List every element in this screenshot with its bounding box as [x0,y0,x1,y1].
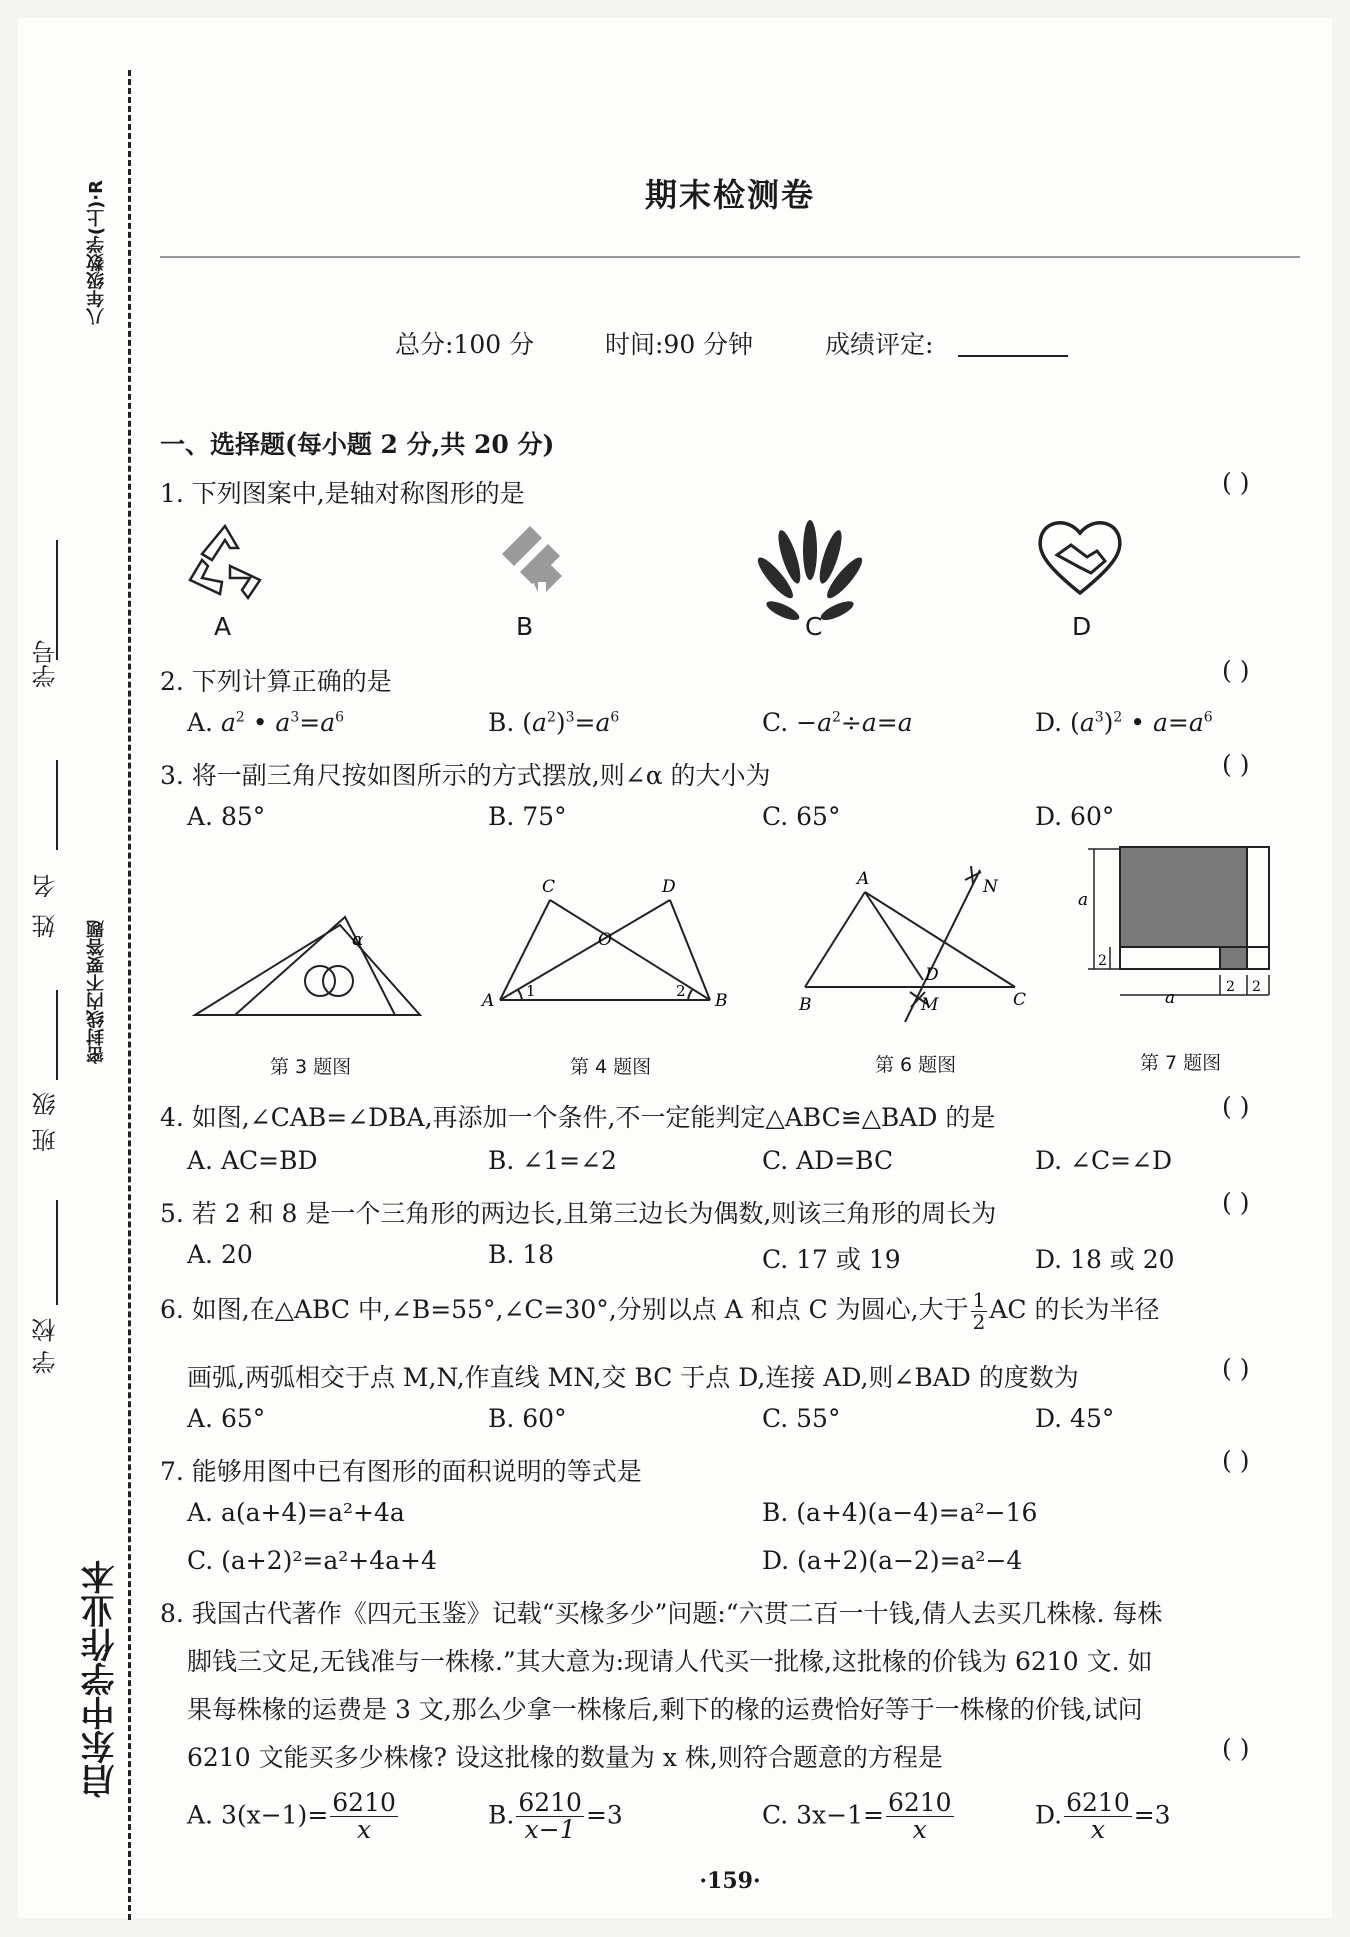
q4-option-b: B. ∠1=∠2 [488,1146,617,1175]
q1-label-a: A [214,612,232,641]
fan-logo-icon [760,518,860,593]
q4-stem: 4. 如图,∠CAB=∠DBA,再添加一个条件,不一定能判定△ABC≌△BAD 的是 [160,1103,996,1132]
q3-option-d: D. 60° [1035,802,1115,831]
f6-label-a: A [857,869,870,889]
f4-label-b: B [715,991,728,1011]
q6-option-a: A. 65° [187,1404,266,1433]
recycle-icon [180,520,270,600]
f4-label-o: O [598,930,612,950]
q5-option-d: D. 18 或 20 [1035,1245,1175,1274]
name-blank[interactable] [56,760,58,850]
q8-d-fraction [1064,1790,1132,1844]
q3-option-a: A. 85° [187,802,266,831]
q8-c-num: 6210 [887,1788,952,1817]
figure-4-triangles [480,870,740,1010]
q8-a-fraction [330,1790,398,1844]
q7-option-d: D. (a+2)(a−2)=a²−4 [762,1546,1023,1575]
q4-option-d: D. ∠C=∠D [1035,1146,1173,1175]
heart-handshake-icon [1035,515,1125,595]
student-no-blank[interactable] [56,540,58,660]
q8-d-num: 6210 [1066,1788,1130,1817]
q3-stem: 3. 将一副三角尺按如图所示的方式摆放,则∠α 的大小为 [160,761,771,790]
publisher-name: 启东中学作业本 [81,1560,121,1798]
figure-3-set-squares [190,895,440,1030]
q2-answer-paren[interactable]: ( ) [1222,656,1250,685]
q6-option-d: D. 45° [1035,1404,1115,1433]
figure-3-caption: 第 3 题图 [270,1056,352,1078]
f7-label-2-b1: 2 [1226,979,1235,995]
q4-answer-paren[interactable]: ( ) [1222,1092,1250,1121]
f6-label-m: M [921,995,939,1015]
page-number: ·159· [699,1868,761,1894]
grade-blank[interactable] [958,355,1068,357]
q1-label-c: C [805,612,823,641]
f7-label-2-left: 2 [1098,953,1107,969]
class-blank[interactable] [56,990,58,1080]
f4-angle-1: 1 [526,982,536,1000]
q8-d-prefix: D. [1035,1800,1063,1830]
exam-time: 时间:90 分钟 [605,330,754,359]
q2-option-a: A. $a^2$ • $a^3=a^6$ [187,708,345,737]
name-label: 姓名 [32,858,60,938]
q4-option-c: C. AD=BC [762,1146,894,1175]
q8-answer-paren[interactable]: ( ) [1222,1734,1250,1763]
q8-b-prefix: B. [488,1800,515,1830]
q8-line-1: 8. 我国古代著作《四元玉鉴》记载“买椽多少”问题:“六贯二百一十钱,倩人去买几株椽. 每株 [160,1599,1163,1628]
q8-line-3: 果每株椽的运费是 3 文,那么少拿一株椽后,剩下的椽的运费恰好等于一株椽的价钱,试问 [187,1695,1143,1724]
q5-option-b: B. 18 [488,1240,555,1269]
q2-stem: 2. 下列计算正确的是 [160,667,392,696]
seal-text: 密封线内不要答题 [86,920,107,1064]
section-heading: 一、选择题(每小题 2 分,共 20 分) [160,430,555,459]
q6-fraction-half [971,1290,988,1333]
q6-option-b: B. 60° [488,1404,567,1433]
q8-d-suffix: =3 [1133,1800,1171,1830]
figure-6-construction [785,862,1045,1022]
q5-answer-paren[interactable]: ( ) [1222,1188,1250,1217]
q8-b-fraction [516,1790,584,1844]
school-label: 学校 [32,1310,60,1374]
q5-stem: 5. 若 2 和 8 是一个三角形的两边长,且第三边长为偶数,则该三角形的周长为 [160,1199,997,1228]
f4-label-c: C [542,877,556,897]
q8-a-prefix: A. 3(x−1)= [187,1800,329,1830]
q8-a-den: x [357,1815,372,1845]
f7-label-a-bottom: a [1165,988,1176,1008]
figure-4-caption: 第 4 题图 [570,1056,652,1078]
q2-option-b: B. $(a^2)^3=a^6$ [488,708,620,737]
q7-answer-paren[interactable]: ( ) [1222,1446,1250,1475]
book-info: 八年级数学(上)·R [86,180,107,326]
f6-label-c: C [1013,990,1027,1010]
q8-line-2: 脚钱三文足,无钱准与一株椽.”其大意为:现请人代买一批椽,这批椽的价钱为 6210 文. 如 [187,1647,1153,1676]
q6-stem-b: AC 的长为半径 [989,1295,1160,1324]
f6-label-b: B [799,995,812,1015]
q3-option-b: B. 75° [488,802,567,831]
q8-c-den: x [912,1815,927,1845]
q1-stem: 1. 下列图案中,是轴对称图形的是 [160,479,525,508]
f4-label-a: A [482,991,495,1011]
f6-label-n: N [983,877,998,897]
q2-option-c: C. $-a^2\div a=a$ [762,708,913,737]
q7-stem: 7. 能够用图中已有图形的面积说明的等式是 [160,1457,642,1486]
student-no-label: 学号 [32,640,60,688]
q5-option-a: A. 20 [187,1240,253,1269]
class-label: 班级 [32,1080,60,1152]
q8-c-fraction [886,1790,954,1844]
figure-7-caption: 第 7 题图 [1140,1052,1222,1074]
q1-label-d: D [1072,612,1092,641]
q8-c-prefix: C. 3x−1= [762,1800,884,1830]
q8-option-b [488,1790,623,1844]
q2-option-d: D. $(a^3)^2$ • $a=a^6$ [1035,708,1213,737]
q4-option-a: A. AC=BD [187,1146,318,1175]
q3-option-c: C. 65° [762,802,841,831]
q8-a-num: 6210 [332,1788,396,1817]
q8-d-den: x [1090,1815,1105,1845]
f4-angle-2: 2 [676,982,686,1000]
figure-6-caption: 第 6 题图 [875,1054,957,1076]
school-blank[interactable] [56,1200,58,1305]
q7-option-a: A. a(a+4)=a²+4a [187,1498,405,1527]
q8-option-c [762,1790,956,1844]
title-divider [160,256,1300,258]
grade-label: 成绩评定: [825,330,934,359]
q8-b-den: x−1 [524,1815,576,1845]
q5-option-c: C. 17 或 19 [762,1245,901,1274]
q6-stem-line1 [160,1290,1159,1333]
total-score: 总分:100 分 [395,330,535,359]
f4-label-d: D [662,877,676,897]
figure-7-area-diagram [1080,845,1300,1010]
diamond-logo-icon [490,524,570,604]
q1-label-b: B [516,612,534,641]
q8-b-suffix: =3 [585,1800,623,1830]
f7-label-2-b2: 2 [1252,979,1261,995]
q6-answer-paren[interactable]: ( ) [1222,1354,1250,1383]
q8-line-4: 6210 文能买多少株椽? 设这批椽的数量为 x 株,则符合题意的方程是 [187,1743,943,1772]
page-title: 期末检测卷 [644,176,815,214]
q6-stem-a: 6. 如图,在△ABC 中,∠B=55°,∠C=30°,分别以点 A 和点 C 为圆心,大于 [160,1295,969,1324]
q8-option-d [1035,1790,1171,1844]
q8-option-a [187,1790,400,1844]
seal-dashed-line [128,70,131,1920]
q7-option-b: B. (a+4)(a−4)=a²−16 [762,1498,1038,1527]
f7-label-a-side: a [1078,890,1089,910]
q3-answer-paren[interactable]: ( ) [1222,750,1250,779]
q1-answer-paren[interactable]: ( ) [1222,468,1250,497]
q6-frac-num: 1 [972,1288,986,1312]
q6-option-c: C. 55° [762,1404,841,1433]
q6-stem-line2: 画弧,两弧相交于点 M,N,作直线 MN,交 BC 于点 D,连接 AD,则∠BAD 的度数为 [187,1363,1079,1392]
q6-frac-den: 2 [972,1310,986,1334]
q7-option-c: C. (a+2)²=a²+4a+4 [187,1546,437,1575]
f6-label-d: D [925,965,939,985]
q8-b-num: 6210 [518,1788,582,1817]
f3-alpha-label: α [352,930,364,950]
